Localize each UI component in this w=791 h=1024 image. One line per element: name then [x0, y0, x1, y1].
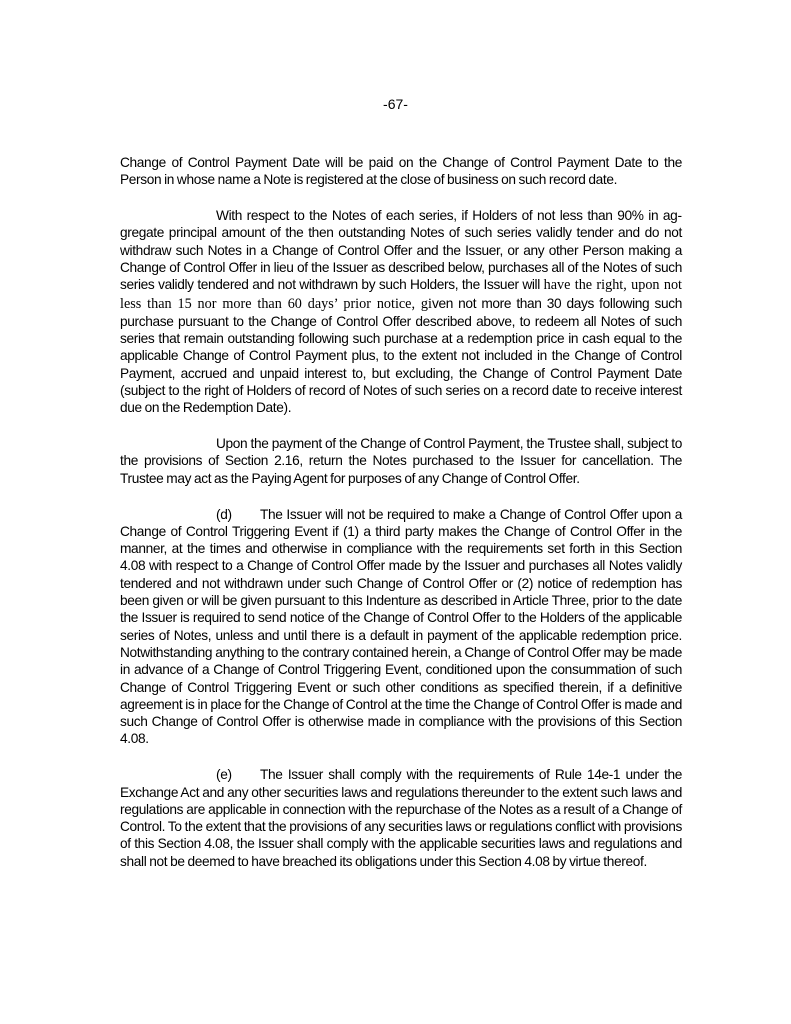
- paragraph-e: [120, 766, 682, 870]
- clause-label-d: (d): [216, 506, 232, 522]
- document-body: [120, 154, 682, 888]
- paragraph-text-serif-part: have the right, upon not less than 15 nor more than 60 days’ prior notice, gi: [120, 277, 682, 312]
- paragraph-text: Change of Control Payment Date will be paid on the Change of Control Payment Date to the Person in whose name a Note is registered at the close of business on such record date.: [120, 155, 682, 188]
- paragraph-text-part: ven not more than 30 days following such purchase pursuant to the Change of Control Offer described above, to redeem all Notes of such series that remain outstanding following such purchase at a redemption price in cash equal to the applicable Change of Control Payment plus, to the extent not included in the Change of Control Payment, accrued and unpaid interest to, but excluding, the Change of Control Payment Date (subject to the right of Holders of record of Notes of such series on a record date to receive interest due on the Redemption Date).: [120, 295, 682, 416]
- paragraph-text: The Issuer will not be required to make a Change of Control Offer upon a Change of Control Triggering Event if (1) a third party makes the Change of Control Offer in the manner, at the times and otherwise in compliance with the requirements set forth in this Section 4.08 with respect to a Change of Control Offer made by the Issuer and purchases all Notes validly tendered and not withdrawn under such Change of Control Offer or (2) notice of redemption has been given or will be given pursuant to this Indenture as described in Article Three, prior to the date the Issuer is required to send notice of the Change of Control Offer to the Holders of the applicable series of Notes, unless and until there is a default in payment of the applicable redemption price. Notwithstanding anything to the contrary contained herein, a Change of Control Offer may be made in advance of a Change of Control Triggering Event, conditioned upon the consummation of such Change of Control Triggering Event or such other conditions as specified therein, if a definitive agreement is in place for the Change of Control at the time the Change of Control Offer is made and such Change of Control Offer is otherwise made in compliance with the provisions of this Section 4.08.: [120, 506, 682, 747]
- paragraph-trustee-return: [120, 435, 682, 487]
- paragraph-text: The Issuer shall comply with the requirements of Rule 14e-1 under the Exchange Act and any other securities laws and regulations thereunder to the extent such laws and regulations are applicable in connection with the repurchase of the Notes as a result of a Change of Control. To the extent that the provisions of any securities laws or regulations conflict with provisions of this Section 4.08, the Issuer shall comply with the applicable securities laws and regulations and shall not be deemed to have breached its obligations under this Section 4.08 by virtue thereof.: [120, 767, 682, 869]
- paragraph-redemption-right: [120, 207, 682, 417]
- paragraph-text: Upon the payment of the Change of Control Payment, the Trustee shall, subject to the provisions of Section 2.16, return the Notes purchased to the Issuer for cancellation. The Trustee may act as the Paying Agent for purposes of any Change of Control Offer.: [120, 436, 682, 486]
- paragraph-continuation: [120, 154, 682, 189]
- paragraph-text-part: With respect to the Notes of each series, if Holders of not less than 90% in aggregate principal amount of the then outstanding Notes of such series validly tender and do not withdraw such Notes in a Change of Control Offer and the Issuer, or any other Person making a Change of Control Offer in lieu of the Issuer as described below, purchases all of the Notes of such series validly tendered and not withdrawn by such Holders, the Issuer will: [120, 208, 682, 293]
- page-number: -67-: [383, 96, 408, 112]
- clause-label-e: (e): [216, 767, 232, 783]
- paragraph-d: [120, 506, 682, 748]
